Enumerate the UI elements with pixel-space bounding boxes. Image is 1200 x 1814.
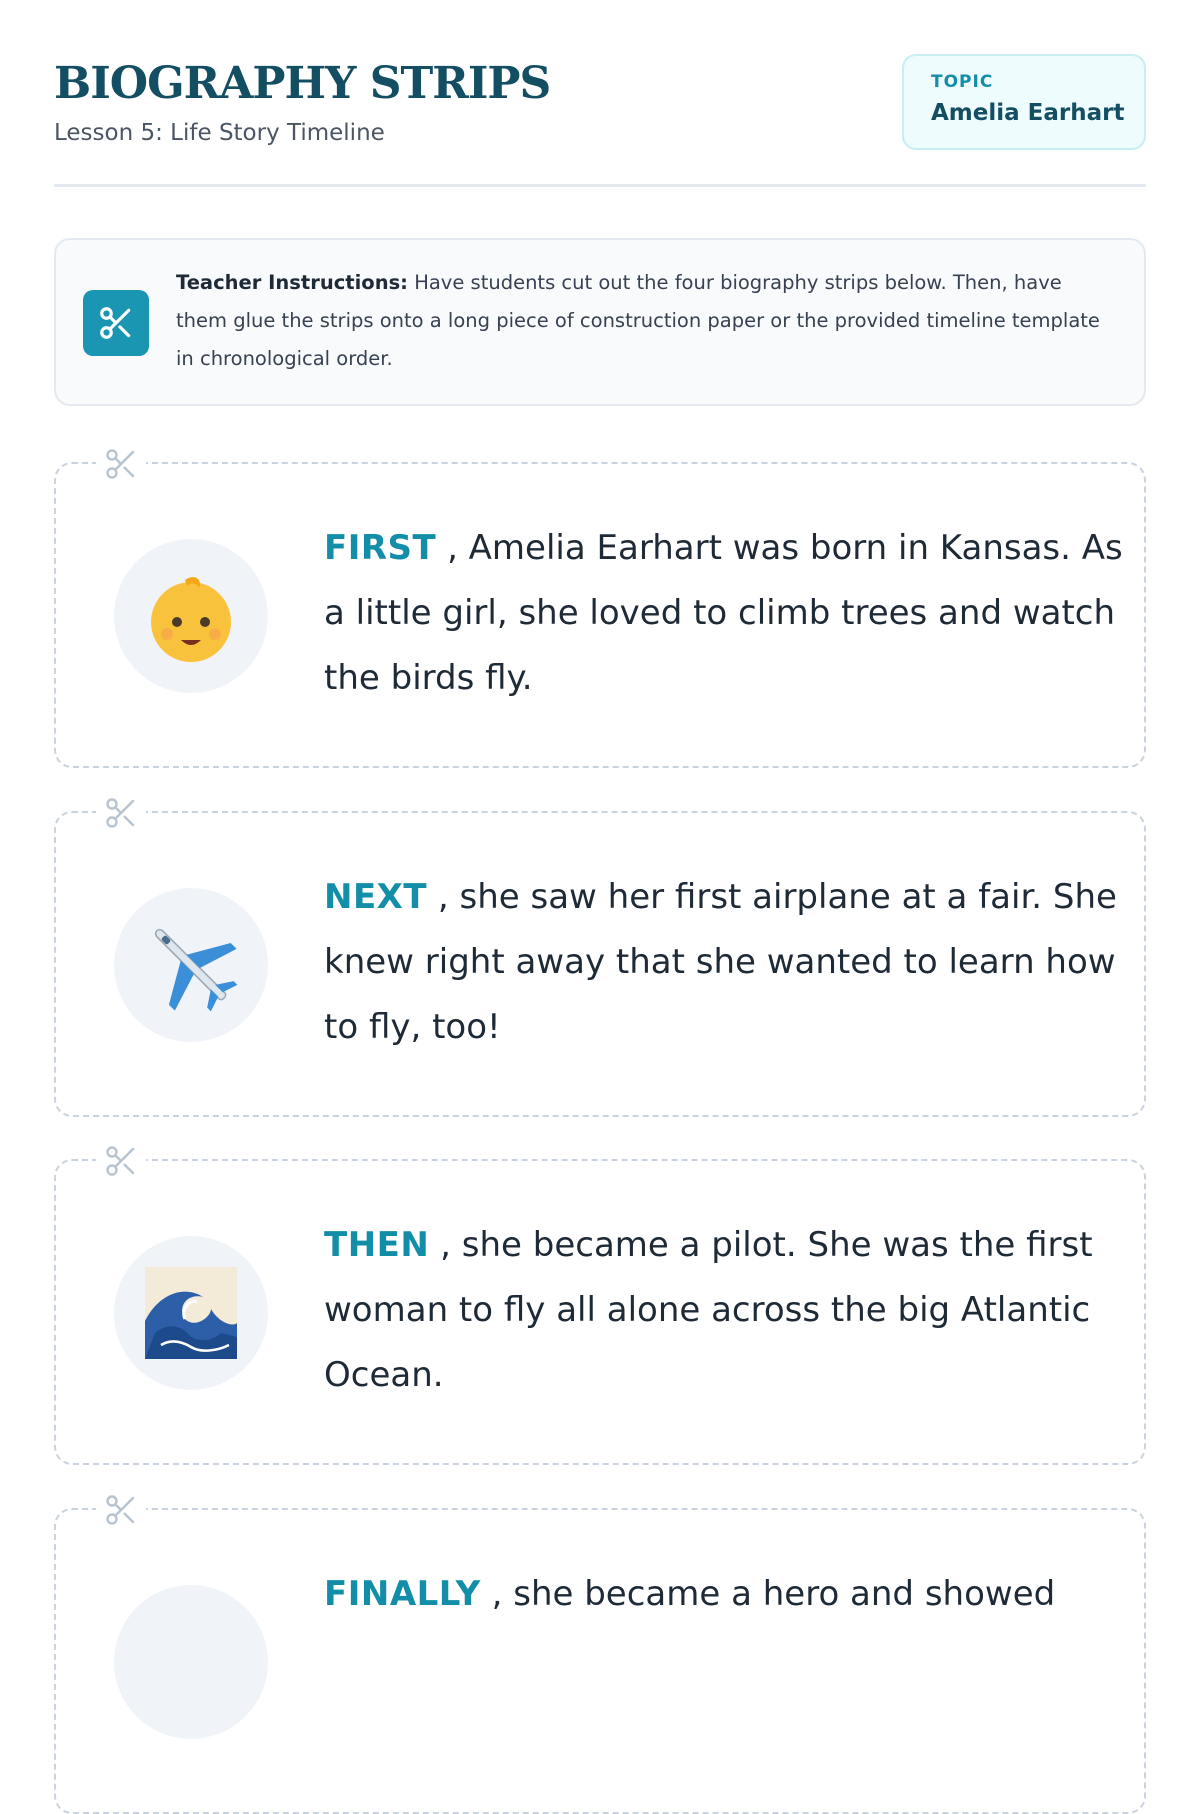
- strip-sentence: , she saw her first airplane at a fair. She knew right away that she wanted to learn how to fly, too!: [324, 877, 1117, 1047]
- topic-value: Amelia Earhart: [931, 100, 1125, 126]
- page-header: [54, 54, 1146, 187]
- topic-badge: [902, 54, 1146, 150]
- strip-text: [324, 865, 1124, 1060]
- scissors-cut-icon: [96, 1141, 146, 1181]
- biography-strip-first: [54, 462, 1146, 768]
- instructions-body: Have students cut out the four biography strips below. Then, have them glue the strips onto a long piece of construction paper or the provided timeline template in chronological order.: [176, 271, 1100, 370]
- sequence-word: FINALLY: [324, 1574, 481, 1614]
- scissors-cut-icon: [96, 1490, 146, 1530]
- baby-icon: [114, 539, 268, 693]
- airplane-icon: [114, 888, 268, 1042]
- strip-text: [324, 1562, 1124, 1627]
- scissors-cut-icon: [96, 444, 146, 484]
- sequence-word: FIRST: [324, 528, 437, 568]
- strip-text: [324, 1213, 1124, 1408]
- sequence-word: NEXT: [324, 877, 428, 917]
- strip-sentence: , she became a pilot. She was the first woman to fly all alone across the big Atlantic Ocean.: [324, 1225, 1093, 1395]
- scissors-icon: [83, 290, 149, 356]
- sequence-word: THEN: [324, 1225, 430, 1265]
- biography-strip-next: [54, 811, 1146, 1117]
- ocean-wave-icon: [114, 1236, 268, 1390]
- topic-label: TOPIC: [931, 72, 994, 92]
- strip-sentence: , she became a hero and showed: [491, 1574, 1056, 1614]
- page-title: BIOGRAPHY STRIPS: [54, 58, 551, 109]
- biography-strip-then: [54, 1159, 1146, 1465]
- strip-text: [324, 516, 1124, 711]
- instructions-label: Teacher Instructions:: [176, 271, 408, 294]
- star-icon: [114, 1585, 268, 1739]
- teacher-instructions-box: [54, 238, 1146, 406]
- page-subtitle: Lesson 5: Life Story Timeline: [54, 120, 385, 146]
- strip-sentence: , Amelia Earhart was born in Kansas. As a little girl, she loved to climb trees and watch the birds fly.: [324, 528, 1123, 698]
- biography-strip-finally: [54, 1508, 1146, 1814]
- scissors-cut-icon: [96, 793, 146, 833]
- instructions-text: [176, 264, 1116, 378]
